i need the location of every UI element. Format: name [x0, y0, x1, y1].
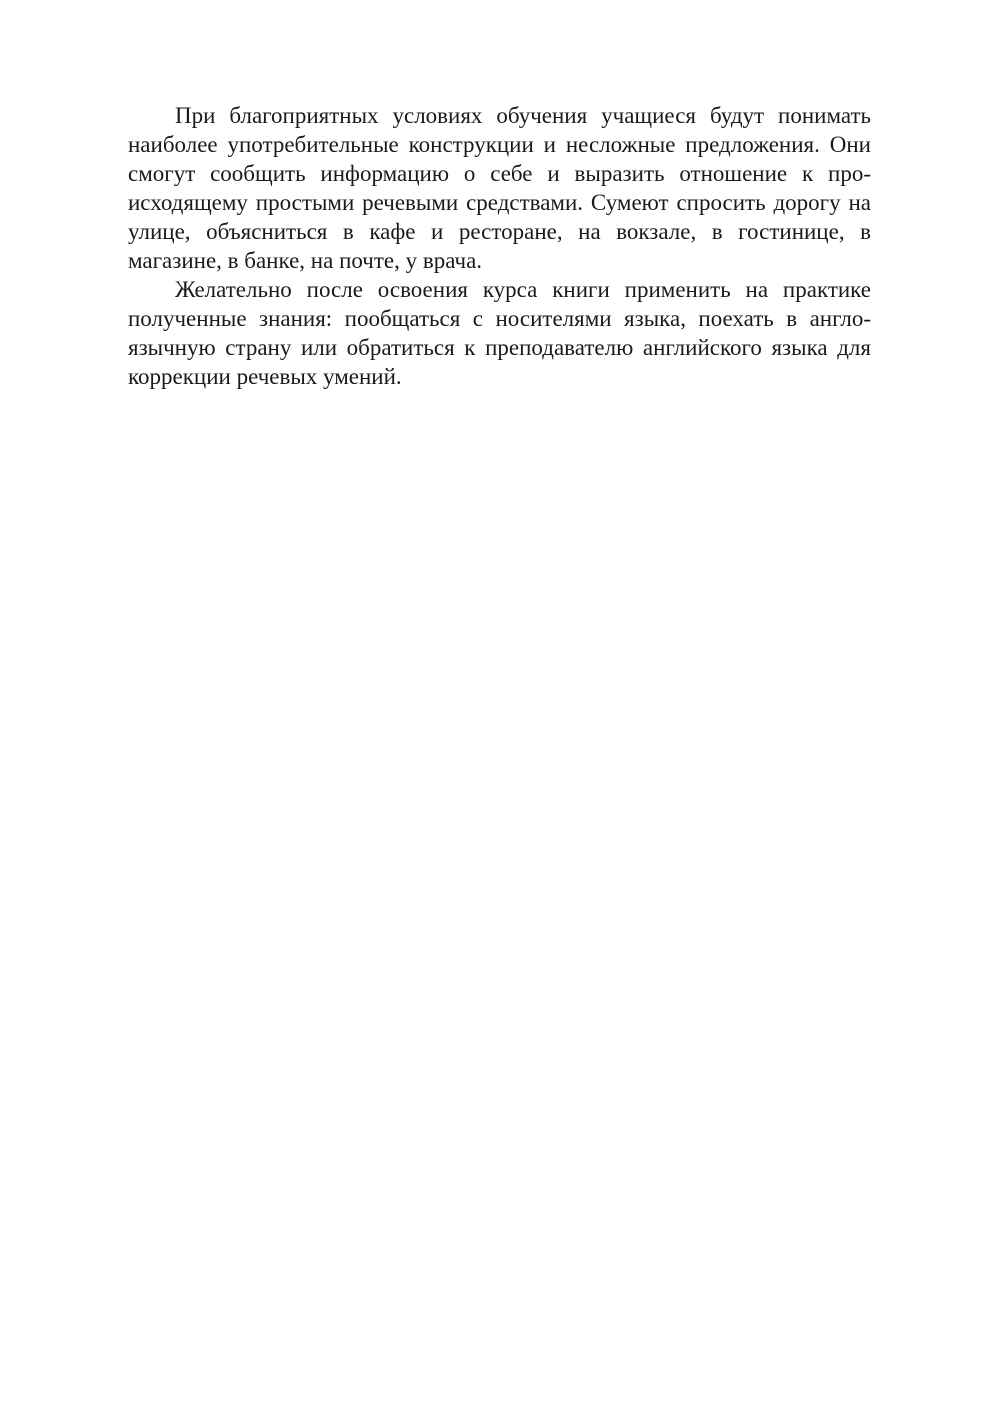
paragraph-2: Желательно после освоения курса книги применить на практике полученные знания: пообщаться с носителями языка, поехать в англоязычную страну или обратиться к преподавателю английского языка для коррекции речевых умений.	[128, 277, 871, 389]
paragraph-1: При благоприятных условиях обучения учащиеся будут понимать наиболее употребительные конструкции и несложные предложения. Они смогут сообщить информацию о себе и выразить отношение к происходящему простыми речевыми средствами. Сумеют спросить дорогу на улице, объясниться в кафе и ресторане, на вокзале, в гостинице, в магазине, в банке, на почте, у врача.	[128, 103, 871, 273]
body-text	[128, 101, 871, 391]
